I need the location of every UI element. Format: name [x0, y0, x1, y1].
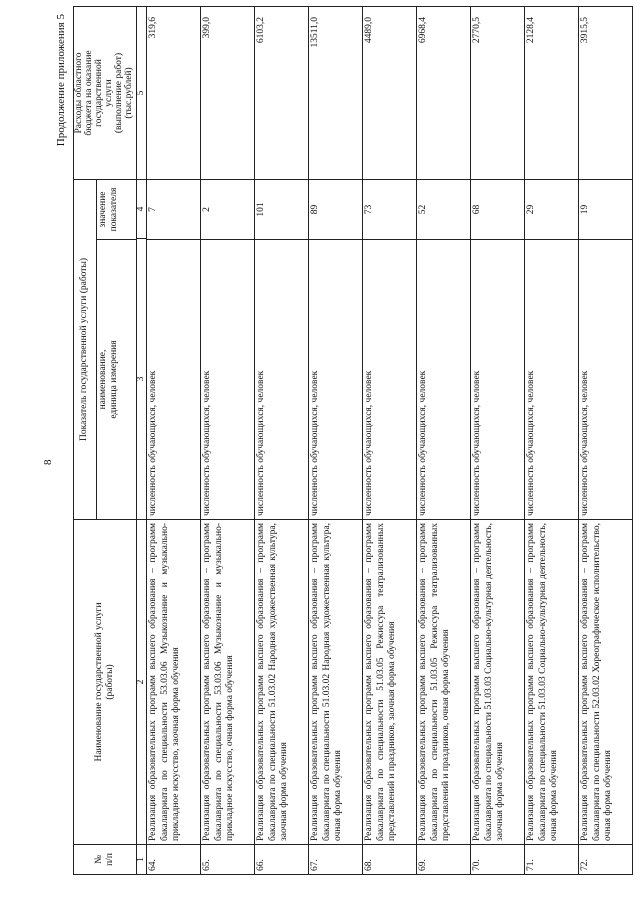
- header-unit: наименование, единица измерения: [96, 240, 136, 520]
- header-num: № п/п: [74, 845, 137, 875]
- column-number: 4: [137, 180, 147, 239]
- expense-value: 2770,5: [471, 7, 525, 180]
- table-row: [363, 7, 417, 875]
- expense-value: 319,6: [147, 7, 201, 180]
- expense-value: 2128,4: [525, 7, 579, 180]
- table-body: [147, 7, 633, 875]
- indicator-value: 73: [363, 180, 417, 240]
- indicator-value: 101: [255, 180, 309, 240]
- page-number: 8: [42, 459, 54, 465]
- indicator-value: 29: [525, 180, 579, 240]
- row-number: 72.: [579, 845, 633, 875]
- row-number: 68.: [363, 845, 417, 875]
- indicator-unit: численность обучающихся, человек: [417, 240, 471, 520]
- service-name: Реализация образовательных программ высшего образования – программ бакалавриата по специальности 51.03.03 Социально-культурная деятельность, заочная форма обучения: [471, 520, 525, 845]
- indicator-value: 2: [201, 180, 255, 240]
- indicator-unit: численность обучающихся, человек: [255, 240, 309, 520]
- service-name: Реализация образовательных программ высшего образования – программ бакалавриата по специальности 51.03.02 Народная художественная культура, заочная форма обучения: [255, 520, 309, 845]
- column-number-group: [136, 180, 147, 520]
- indicator-value: 89: [309, 180, 363, 240]
- table-row: [147, 7, 201, 875]
- service-name: Реализация образовательных программ высшего образования – программ бакалавриата по специальности 51.03.03 Социально-культурная деятельность, очная форма обучения: [525, 520, 579, 845]
- row-number: 70.: [471, 845, 525, 875]
- indicator-unit: численность обучающихся, человек: [471, 240, 525, 520]
- table-header: [74, 7, 147, 875]
- header-expense: Расходы областного бюджета на оказание государственной услуги (выполнение работ) (тыс.рублей): [74, 7, 137, 180]
- column-number: 1: [136, 845, 147, 875]
- indicator-value: 52: [417, 180, 471, 240]
- services-table: [73, 6, 633, 875]
- continuation-note: Продолжение приложения 5: [55, 14, 67, 147]
- table-row: [309, 7, 363, 875]
- header-service-name: Наименование государственной услуги (работы): [74, 520, 137, 845]
- header-indicator: Показатель государственной услуги (работы): [74, 180, 97, 520]
- indicator-unit: численность обучающихся, человек: [525, 240, 579, 520]
- service-name: Реализация образовательных программ высшего образования – программ бакалавриата по специальности 53.03.06 Музыкознание и музыкально-прикладное искусство, заочная форма обучения: [147, 520, 201, 845]
- expense-value: 399,0: [201, 7, 255, 180]
- indicator-value: 19: [579, 180, 633, 240]
- expense-value: 6103,2: [255, 7, 309, 180]
- indicator-unit: численность обучающихся, человек: [363, 240, 417, 520]
- service-name: Реализация образовательных программ высшего образования – программ бакалавриата по специальности 51.03.02 Народная художественная культура, очная форма обучения: [309, 520, 363, 845]
- row-number: 64.: [147, 845, 201, 875]
- service-name: Реализация образовательных программ высшего образования – программ бакалавриата по специальности 52.03.02 Хореографическое исполнительство, очная форма обучения: [579, 520, 633, 845]
- expense-value: 13511,0: [309, 7, 363, 180]
- row-number: 66.: [255, 845, 309, 875]
- column-number: 3: [135, 376, 146, 382]
- indicator-unit: численность обучающихся, человек: [147, 240, 201, 520]
- service-name: Реализация образовательных программ высшего образования – программ бакалавриата по специальности 53.03.06 Музыкознание и музыкально-прикладное искусство, очная форма обучения: [201, 520, 255, 845]
- expense-value: 4489,0: [363, 7, 417, 180]
- service-name: Реализация образовательных программ высшего образования – программ бакалавриата по специальности 51.03.05 Режиссура театрализованных представлений и праздников, заочная форма обучения: [363, 520, 417, 845]
- expense-value: 6968,4: [417, 7, 471, 180]
- column-numbers-row: [136, 7, 147, 875]
- header-value: значение показателя: [96, 180, 136, 240]
- table-row: [201, 7, 255, 875]
- indicator-value: 68: [471, 180, 525, 240]
- indicator-unit: численность обучающихся, человек: [201, 240, 255, 520]
- indicator-unit: численность обучающихся, человек: [579, 240, 633, 520]
- expense-value: 3915,5: [579, 7, 633, 180]
- row-number: 67.: [309, 845, 363, 875]
- table-row: [417, 7, 471, 875]
- column-number: 2: [136, 520, 147, 845]
- table-row: [525, 7, 579, 875]
- indicator-unit: численность обучающихся, человек: [309, 240, 363, 520]
- row-number: 65.: [201, 845, 255, 875]
- row-number: 69.: [417, 845, 471, 875]
- table-row: [579, 7, 633, 875]
- table-row: [471, 7, 525, 875]
- column-number: 5: [136, 7, 147, 180]
- service-name: Реализация образовательных программ высшего образования – программ бакалавриата по специальности 51.03.05 Режиссура театрализованных представлений и праздников, очная форма обучения: [417, 520, 471, 845]
- table-row: [255, 7, 309, 875]
- row-number: 71.: [525, 845, 579, 875]
- indicator-value: 7: [147, 180, 201, 240]
